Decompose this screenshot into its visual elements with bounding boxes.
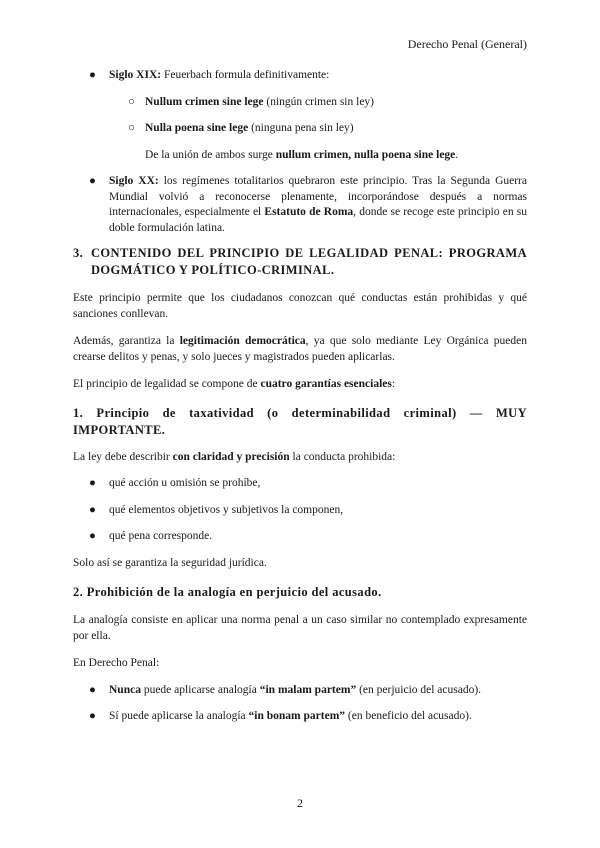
bullet-siglo-xx — [73, 174, 527, 236]
text-run: De la unión de ambos surge — [145, 148, 276, 161]
section-title: CONTENIDO DEL PRINCIPIO DE LEGALIDAD PENAL: PROGRAMA DOGMÁTICO Y POLÍTICO-CRIMINAL. — [91, 246, 527, 277]
text-run: , ya que solo mediante Ley Orgánica pueden crearse delitos y penas, y solo jueces y magistrados pueden aplicarlas. — [73, 335, 527, 363]
bullet-dot-icon: ● — [89, 530, 96, 542]
sub-bullet-nullum-crimen — [73, 95, 527, 111]
subheading-analogia: 2. Prohibición de la analogía en perjuicio del acusado. — [73, 585, 382, 599]
text-run: Además, garantiza la — [73, 335, 180, 347]
paragraph-en-derecho-penal: En Derecho Penal: — [73, 657, 160, 669]
paragraph-legitimacion — [73, 334, 527, 365]
bullet-dot-icon: ● — [89, 69, 96, 81]
bullet-dot-icon: ● — [89, 503, 96, 516]
text-run: Sí puede aplicarse la analogía — [109, 710, 249, 722]
text-run: : — [391, 378, 396, 390]
section-number: 3. — [73, 246, 84, 260]
bold-term: con claridad y precisión — [172, 450, 290, 463]
section-heading-3 — [73, 245, 527, 279]
list-item — [73, 709, 527, 725]
list-item — [73, 529, 527, 545]
bullet-dot-icon: ● — [89, 175, 96, 187]
text-run: (en beneficio del acusado). — [345, 710, 472, 722]
list-item — [73, 683, 527, 699]
bold-term: Nullum crimen sine lege — [145, 95, 264, 108]
list-item — [73, 503, 527, 519]
text-run: los regímenes totalitarios quebraron este principio. Tras la Segunda Guerra Mundial volvió a reconocerse plenamente, incorporándose después a normas internacionales, especialmente el — [109, 175, 527, 218]
text-run: (ninguna pena sin ley) — [248, 122, 354, 134]
text-run: El principio de legalidad se compone de — [73, 378, 261, 390]
union-paragraph — [73, 148, 527, 164]
text-run: La ley debe describir — [73, 450, 173, 463]
page-number: 2 — [297, 796, 303, 810]
circle-bullet-icon: ○ — [128, 95, 135, 108]
text-run: (en perjuicio del acusado). — [356, 683, 482, 696]
text-run: qué acción u omisión se prohíbe, — [109, 477, 261, 489]
text-run: . — [455, 148, 459, 161]
running-header: Derecho Penal (General) — [407, 37, 527, 51]
bold-term: Estatuto de Roma — [264, 206, 354, 218]
paragraph-intro: Este principio permite que los ciudadanos conozcan qué conductas están prohibidas y qué sanciones conllevan. — [73, 292, 527, 320]
document-body — [73, 68, 527, 725]
text-run: Feuerbach formula definitivamente: — [161, 69, 330, 81]
bold-term: “in malam partem” — [259, 683, 357, 696]
paragraph-analogia-def: La analogía consiste en aplicar una norma penal a un caso similar no contemplado expresamente por ella. — [73, 614, 527, 642]
list-item — [73, 476, 527, 492]
paragraph-seguridad: Solo así se garantiza la seguridad jurídica. — [73, 556, 267, 569]
paragraph-garantias — [73, 377, 527, 393]
bullet-dot-icon: ● — [89, 710, 96, 722]
text-run: (ningún crimen sin ley) — [263, 95, 375, 108]
bold-term: legitimación democrática — [179, 335, 306, 347]
subheading-taxatividad: 1. Principio de taxatividad (o determinabilidad criminal) — MUY IMPORTANTE. — [73, 405, 527, 437]
bold-term: Nunca — [109, 683, 141, 696]
text-run: qué pena corresponde. — [109, 530, 213, 542]
bold-term: cuatro garantías esenciales — [260, 378, 392, 390]
paragraph-ley-describir — [73, 450, 527, 466]
text-run: puede aplicarse analogía — [140, 683, 260, 696]
bold-term: nullum crimen, nulla poena sine lege — [275, 148, 456, 161]
circle-bullet-icon: ○ — [128, 122, 135, 134]
bold-term: “in bonam partem” — [248, 710, 346, 722]
text-run: , donde se recoge este principio en su doble formulación latina. — [109, 206, 527, 234]
text-run: la conducta prohibida: — [289, 450, 396, 463]
sub-bullet-nulla-poena — [73, 121, 527, 137]
bullet-siglo-xix — [73, 68, 527, 84]
text-run: qué elementos objetivos y subjetivos la componen, — [109, 503, 344, 516]
bullet-dot-icon: ● — [89, 683, 96, 696]
bold-term: Siglo XIX: — [109, 69, 162, 81]
bullet-dot-icon: ● — [89, 477, 96, 489]
bold-term: Siglo XX: — [109, 175, 159, 187]
bold-term: Nulla poena sine lege — [145, 122, 249, 134]
